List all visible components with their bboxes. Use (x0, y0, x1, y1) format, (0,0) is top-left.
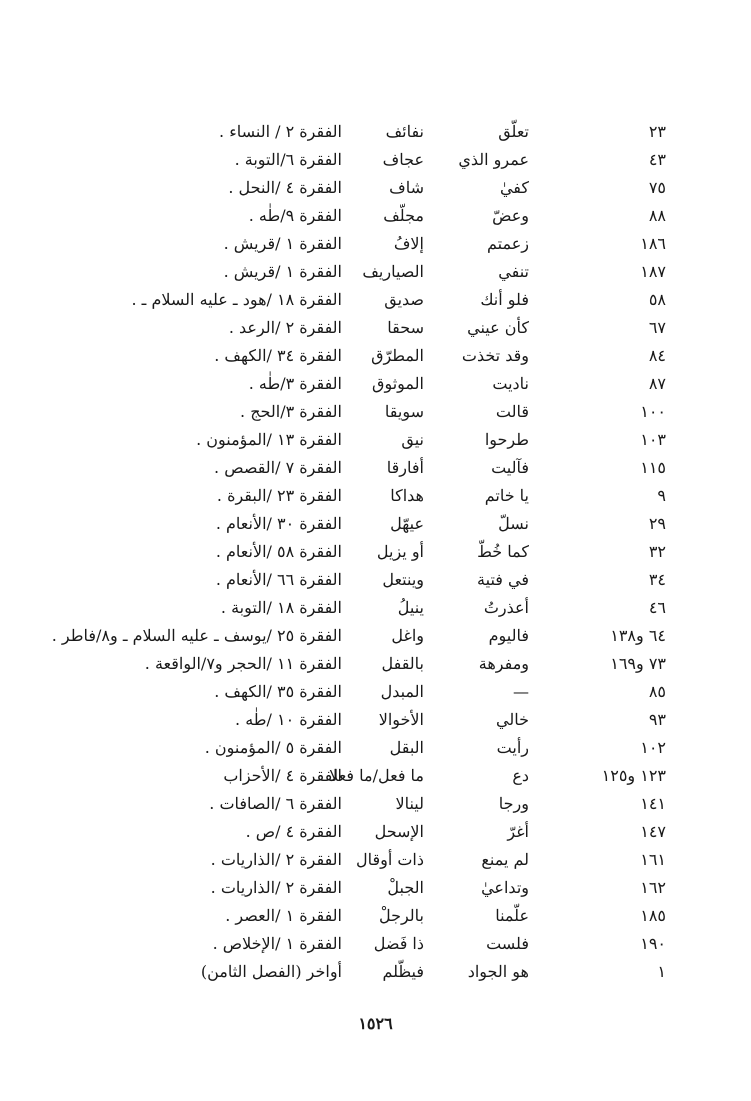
verse-number: ٨٨ (648, 206, 666, 225)
rhyme-word: بالقفل (381, 654, 424, 673)
verse-number: ٢٩ (648, 514, 666, 533)
verse-number: ٧٣ و١٦٩ (610, 654, 666, 673)
rhyme-word: نيق (401, 430, 424, 449)
table-row (0, 454, 751, 482)
index-table (0, 118, 751, 986)
table-row (0, 482, 751, 510)
reference: الفقرة ١٣ /المؤمنون . (196, 430, 342, 449)
reference: الفقرة ٢٣ /البقرة . (216, 486, 342, 505)
table-row (0, 846, 751, 874)
table-row (0, 790, 751, 818)
verse-opening-word: وقد تخذت (461, 346, 529, 365)
reference: الفقرة ١٨ /هود ـ عليه السلام ـ . (131, 290, 342, 309)
verse-number: ١٦٢ (640, 878, 666, 897)
verse-number: ١٠٣ (640, 430, 666, 449)
rhyme-word: لينالا (395, 794, 424, 813)
verse-opening-word: فاليوم (488, 626, 529, 645)
verse-number: ٤٣ (648, 150, 666, 169)
verse-opening-word: ومفرهة (478, 654, 529, 673)
rhyme-word: بالرجلْ (378, 906, 424, 925)
table-row (0, 622, 751, 650)
verse-number: ٨٧ (648, 374, 666, 393)
verse-number: ٥٨ (648, 290, 666, 309)
verse-opening-word: فلو أنك (480, 290, 529, 309)
page-number: ١٥٢٦ (358, 1014, 393, 1033)
verse-number: ٢٣ (648, 122, 666, 141)
verse-number: ٣٤ (648, 570, 666, 589)
verse-opening-word: زعمتم (487, 234, 529, 253)
reference: الفقرة ١ /قريش . (223, 262, 342, 281)
verse-opening-word: فآليت (491, 458, 529, 477)
verse-opening-word: لم يمنع (481, 850, 529, 869)
rhyme-word: الصياريف (362, 262, 424, 281)
reference: الفقرة ٦ /الصافات . (209, 794, 342, 813)
reference: الفقرة ٣/الحج . (240, 402, 342, 421)
verse-number: ١٠٢ (640, 738, 666, 757)
verse-opening-word: عمرو الذي (458, 150, 529, 169)
reference: الفقرة ٦/التوبة . (234, 150, 342, 169)
verse-opening-word: رأيت (496, 738, 529, 757)
verse-number: ٦٤ و١٣٨ (610, 626, 666, 645)
reference: الفقرة ٢ /الذاريات . (210, 878, 342, 897)
rhyme-word: عيهّل (390, 514, 424, 533)
reference: الفقرة ٣٤ /الكهف . (214, 346, 342, 365)
table-row (0, 650, 751, 678)
verse-number: ١٢٣ و١٢٥ (601, 766, 666, 785)
table-row (0, 370, 751, 398)
rhyme-word: نفائف (385, 122, 424, 141)
reference: الفقرة ١ /قريش . (223, 234, 342, 253)
verse-number: ٨٤ (648, 346, 666, 365)
rhyme-word: البقل (389, 738, 424, 757)
reference: الفقرة ١٠ /طٰه . (235, 710, 342, 729)
rhyme-word: واغل (391, 626, 424, 645)
rhyme-word: إلافُ (393, 234, 424, 253)
verse-opening-word: هو الجواد (467, 962, 529, 981)
table-row (0, 230, 751, 258)
reference: الفقرة ٥ /المؤمنون . (204, 738, 342, 757)
table-row (0, 874, 751, 902)
rhyme-word: أفارقا (386, 458, 424, 477)
table-row (0, 930, 751, 958)
reference: الفقرة ٦٦ /الأنعام . (215, 570, 342, 589)
verse-opening-word: دع (512, 766, 529, 785)
rhyme-word: فيظّلم (382, 962, 424, 981)
table-row (0, 118, 751, 146)
rhyme-word: الجبلْ (387, 878, 424, 897)
rhyme-word: هداكا (390, 486, 424, 505)
reference: الفقرة ٤ /ص . (245, 822, 342, 841)
verse-number: ١٠٠ (640, 402, 666, 421)
verse-opening-word: نسلّ (498, 514, 529, 533)
rhyme-word: المبدل (380, 682, 424, 701)
rhyme-word: أو يزيل (376, 542, 424, 561)
verse-opening-word: ناديت (492, 374, 529, 393)
verse-opening-word: علّمنا (495, 906, 529, 925)
reference: الفقرة ٣٠ /الأنعام . (215, 514, 342, 533)
table-row (0, 538, 751, 566)
reference: الفقرة ٢ /الذاريات . (210, 850, 342, 869)
rhyme-word: الأخوالا (378, 710, 424, 729)
table-row (0, 678, 751, 706)
reference: الفقرة ٥٨ /الأنعام . (215, 542, 342, 561)
verse-opening-word: ورجا (498, 794, 529, 813)
table-row (0, 286, 751, 314)
verse-number: ٤٦ (648, 598, 666, 617)
reference: الفقرة ٧ /القصص . (214, 458, 342, 477)
rhyme-word: سحقا (387, 318, 424, 337)
rhyme-word: ذات أوقال (355, 850, 424, 869)
table-row (0, 762, 751, 790)
rhyme-word: سويقا (384, 402, 424, 421)
reference: أواخر (الفصل الثامن) (200, 962, 342, 981)
table-row (0, 818, 751, 846)
verse-number: ١٤١ (640, 794, 666, 813)
rhyme-word: ذا فَضل (373, 934, 424, 953)
verse-number: ١ (657, 962, 666, 981)
table-row (0, 510, 751, 538)
verse-number: ٨٥ (648, 682, 666, 701)
verse-opening-word: وتداعيٰ (481, 878, 529, 897)
reference: الفقرة ٤ /النحل . (228, 178, 342, 197)
table-row (0, 202, 751, 230)
reference: الفقرة ٩/طٰه . (248, 206, 342, 225)
rhyme-word: الإسحل (374, 822, 424, 841)
verse-opening-word: كما خُطّ (477, 542, 529, 561)
table-row (0, 398, 751, 426)
table-row (0, 258, 751, 286)
table-row (0, 734, 751, 762)
reference: الفقرة ٣/طٰه . (248, 374, 342, 393)
verse-number: ١١٥ (640, 458, 666, 477)
verse-opening-word: تعلّق (498, 122, 529, 141)
verse-number: ٣٢ (648, 542, 666, 561)
rhyme-word: ما فعل/ما فعلا (329, 766, 424, 785)
table-row (0, 342, 751, 370)
verse-opening-word: قالت (495, 402, 529, 421)
reference: الفقرة ٢٥ /يوسف ـ عليه السلام ـ و٨/فاطر . (51, 626, 342, 645)
reference: الفقرة ٢ /الرعد . (228, 318, 342, 337)
verse-opening-word: كأن عيني (467, 318, 529, 337)
table-row (0, 566, 751, 594)
verse-opening-word: — (513, 682, 529, 701)
verse-number: ١٨٥ (640, 906, 666, 925)
reference: الفقرة ١ /العصر . (225, 906, 342, 925)
table-row (0, 958, 751, 986)
reference: الفقرة ٤ /الأحزاب (223, 766, 342, 785)
verse-opening-word: أغرّ (507, 822, 529, 841)
table-row (0, 314, 751, 342)
verse-number: ٩ (657, 486, 666, 505)
verse-opening-word: في فتية (477, 570, 529, 589)
rhyme-word: ينيلُ (397, 598, 424, 617)
table-row (0, 706, 751, 734)
verse-opening-word: خالي (496, 710, 529, 729)
verse-number: ٧٥ (648, 178, 666, 197)
verse-opening-word: كفيٰ (499, 178, 529, 197)
verse-number: ٩٣ (648, 710, 666, 729)
verse-number: ١٩٠ (640, 934, 666, 953)
verse-number: ١٦١ (640, 850, 666, 869)
table-row (0, 902, 751, 930)
verse-opening-word: أعذرتُ (483, 598, 529, 617)
verse-number: ١٨٧ (640, 262, 666, 281)
table-row (0, 146, 751, 174)
reference: الفقرة ١ /الإخلاص . (212, 934, 342, 953)
rhyme-word: صديق (384, 290, 424, 309)
rhyme-word: المطرّق (371, 346, 424, 365)
table-row (0, 594, 751, 622)
verse-opening-word: تنفي (498, 262, 529, 281)
reference: الفقرة ١٨ /التوبة . (220, 598, 342, 617)
table-row (0, 426, 751, 454)
reference: الفقرة ٢ / النساء . (219, 122, 342, 141)
reference: الفقرة ٣٥ /الكهف . (214, 682, 342, 701)
rhyme-word: وينتعل (382, 570, 424, 589)
verse-opening-word: وعضّ (492, 206, 529, 225)
verse-number: ١٤٧ (640, 822, 666, 841)
rhyme-word: مجلّف (383, 206, 424, 225)
verse-opening-word: يا خاتم (484, 486, 529, 505)
verse-number: ١٨٦ (640, 234, 666, 253)
table-row (0, 174, 751, 202)
verse-number: ٦٧ (648, 318, 666, 337)
verse-opening-word: طرحوا (484, 430, 529, 449)
rhyme-word: عجاف (382, 150, 424, 169)
reference: الفقرة ١١ /الحجر و٧/الواقعة . (144, 654, 342, 673)
rhyme-word: الموثوق (372, 374, 424, 393)
verse-opening-word: فلست (486, 934, 529, 953)
rhyme-word: شاف (389, 178, 424, 197)
